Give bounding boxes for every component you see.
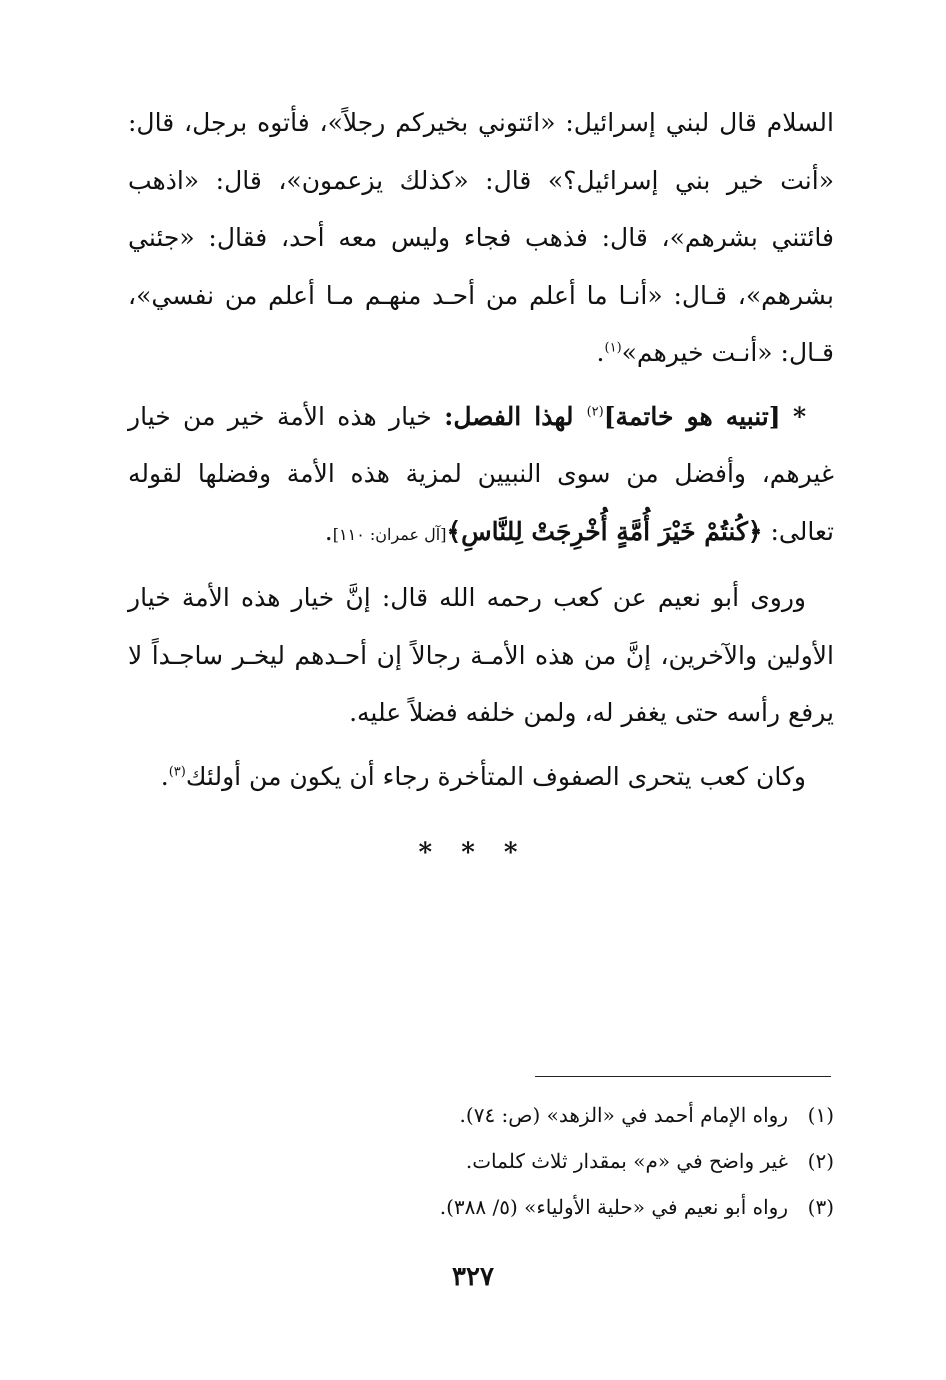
- footnote-number: (١): [807, 1103, 834, 1127]
- footnote-2: [128, 1138, 834, 1184]
- section-star: *: [792, 401, 807, 431]
- paragraph-3: [128, 569, 834, 742]
- footnotes: [128, 1092, 834, 1230]
- footnote-number: (٣): [807, 1195, 834, 1219]
- footnote-3: [128, 1184, 834, 1230]
- paragraph-2-end: .: [324, 516, 333, 546]
- section-heading-cont: لهذا الفصل:: [444, 401, 587, 431]
- footnote-text: غير واضح في «م» بمقدار ثلاث كلمات.: [465, 1149, 788, 1173]
- paragraph-1-end: .: [596, 338, 605, 367]
- footnote-text: رواه الإمام أحمد في «الزهد» (ص: ٧٤).: [459, 1103, 788, 1127]
- paragraph-4: [128, 748, 834, 806]
- paragraph-4-end: .: [160, 761, 169, 791]
- footnote-ref-1: (١): [604, 340, 622, 356]
- section-heading: [تنبيه هو خاتمة]: [603, 401, 781, 431]
- paragraph-2-text: خيار هذه الأمة خير من خيار غيرهم، وأفضل من سوى النبيين لمزية هذه الأمة وفضلها لقوله تعالى:: [128, 401, 834, 546]
- footnote-text: رواه أبو نعيم في «حلية الأولياء» (٥/ ٣٨٨).: [439, 1195, 788, 1219]
- verse-citation: [آل عمران: ١١٠]: [332, 524, 447, 544]
- footnote-divider: [535, 1076, 831, 1077]
- paragraph-4-text: وكان كعب يتحرى الصفوف المتأخرة رجاء أن يكون من أولئك: [185, 761, 806, 791]
- main-text: [128, 94, 834, 805]
- footnote-1: [128, 1092, 834, 1138]
- footnote-number: (٢): [807, 1149, 834, 1173]
- paragraph-1-text: السلام قال لبني إسرائيل: «ائتوني بخيركم رجلاً»، فأتوه برجل، قال: «أنت خير بني إسرائيل؟» قال: «كذلك يزعمون»، قال: «اذهب فائتني بشرهم»، قال: فذهب فجاء وليس معه أحد، فقال: «جئني بشرهم»، قـال: «أنـا ما أعلم من أحـد منهـم مـا أعلم من نفسي»، قـال: «أنـت خيرهم»: [128, 108, 834, 367]
- footnote-ref-2: (٢): [586, 404, 604, 420]
- paragraph-3-text: وروى أبو نعيم عن كعب رحمه الله قال: إنَّ خيار هذه الأمة خيار الأولين والآخرين، إنَّ من هذه الأمـة رجالاً إن أحـدهم ليخـر ساجـداً لا يرفع رأسه حتى يغفر له، ولمن خلفه فضلاً عليه.: [128, 583, 834, 727]
- quran-verse: ﴿كُنتُمْ خَيْرَ أُمَّةٍ أُخْرِجَتْ لِلنَّاسِ﴾: [446, 516, 763, 546]
- page-number: ٣٢٧: [452, 1262, 494, 1292]
- paragraph-2: [128, 388, 834, 564]
- footnote-ref-3: (٣): [168, 764, 186, 780]
- paragraph-1: [128, 94, 834, 382]
- section-separator: * * *: [418, 838, 528, 868]
